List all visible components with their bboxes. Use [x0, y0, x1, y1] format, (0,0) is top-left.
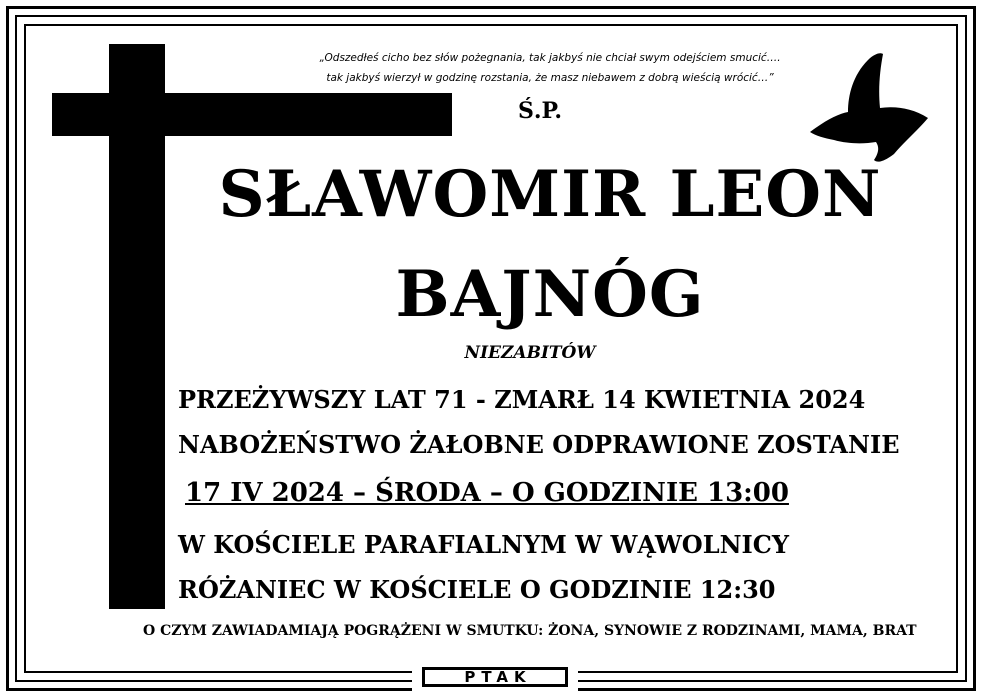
- company-logo: PTAK: [422, 667, 568, 687]
- hometown: NIEZABITÓW: [464, 343, 596, 363]
- quote-line-2: tak jakbyś wierzył w godzinę rozstania, że masz niebawem z dobrą wieścią wrócić…”: [326, 72, 774, 84]
- quote-line-1: „Odszedłeś cicho bez słów pożegnania, tak jakbyś nie chciał swym odejściem smucić….: [319, 52, 781, 64]
- deceased-first-names: SŁAWOMIR LEON: [218, 157, 882, 232]
- rosary-line: RÓŻANIEC W KOŚCIELE O GODZINIE 12:30: [178, 575, 776, 604]
- mourners-line: O CZYM ZAWIADAMIAJĄ POGRĄŻENI W SMUTKU: ŻONA, SYNOWIE Z RODZINAMI, MAMA, BRAT: [143, 623, 917, 639]
- deceased-surname: BAJNÓG: [395, 257, 705, 332]
- memoriam-prefix: Ś.P.: [517, 98, 563, 124]
- date-time-line: 17 IV 2024 – ŚRODA – O GODZINIE 13:00: [185, 478, 789, 508]
- age-death-line: PRZEŻYWSZY LAT 71 - ZMARŁ 14 KWIETNIA 2024: [178, 385, 866, 414]
- dove-icon: [808, 50, 933, 165]
- service-line: NABOŻEŃSTWO ŻAŁOBNE ODPRAWIONE ZOSTANIE: [178, 430, 900, 459]
- church-line: W KOŚCIELE PARAFIALNYM W WĄWOLNICY: [178, 530, 789, 559]
- memorial-quote: [300, 48, 800, 88]
